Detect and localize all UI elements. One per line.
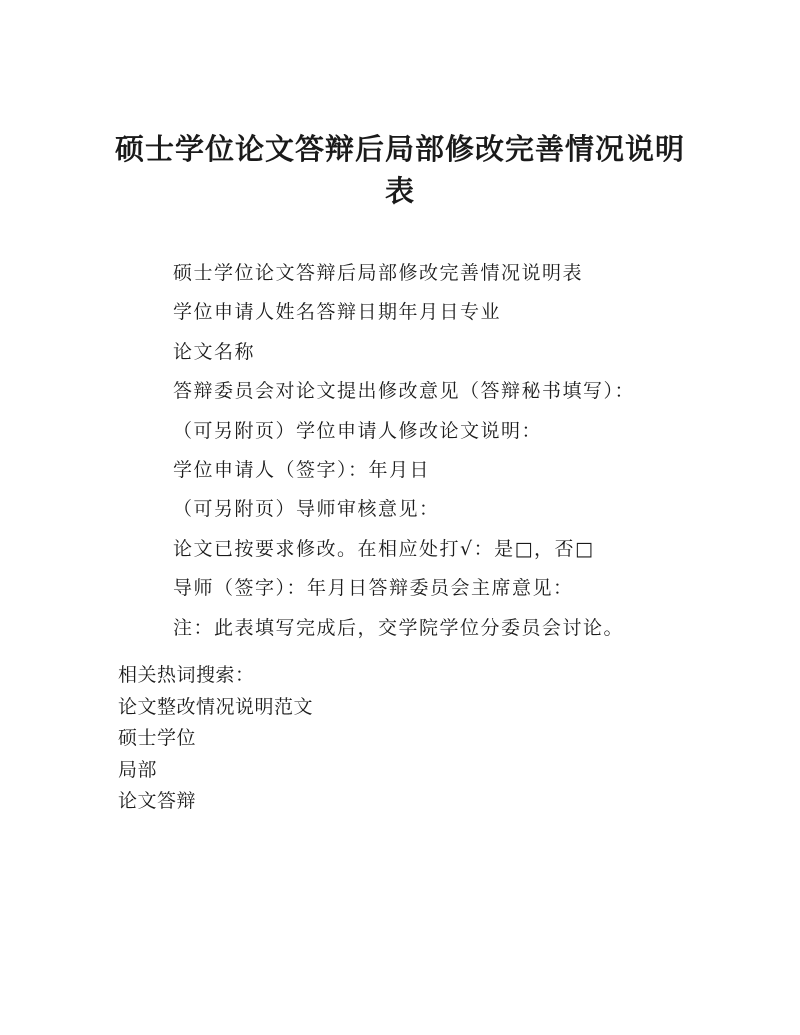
keyword-link[interactable]: 论文整改情况说明范文 [118,695,314,718]
keyword-link[interactable]: 硕士学位 [118,727,197,749]
body-line-applicant-explanation: （可另附页）学位申请人修改论文说明： [173,419,543,442]
body-line-applicant-info: 学位申请人姓名答辩日期年月日专业 [173,301,502,324]
body-line-note: 注：此表填写完成后，交学院学位分委员会讨论。 [173,616,625,639]
related-keywords [118,660,678,818]
body-line-applicant-signature: 学位申请人（签字）：年月日 [173,459,431,482]
body-line-thesis-title: 论文名称 [173,340,256,363]
related-keywords-heading: 相关热词搜索： [118,664,255,686]
keyword-link[interactable]: 论文答辩 [118,790,197,812]
body-line-revision-check: 论文已按要求修改。在相应处打√：是□，否□ [173,537,595,560]
document-body [173,254,733,648]
document-title [100,128,700,212]
body-line-form-name: 硕士学位论文答辩后局部修改完善情况说明表 [173,262,584,284]
body-line-advisor-signature: 导师（签字）：年月日答辩委员会主席意见： [173,577,574,600]
title-line-1: 硕士学位论文答辩后局部修改完善情况说明 [114,132,685,166]
title-line-2: 表 [384,174,415,208]
keyword-link[interactable]: 局部 [118,758,158,781]
body-line-advisor-review: （可另附页）导师审核意见： [173,498,440,521]
body-line-committee-opinion: 答辩委员会对论文提出修改意见（答辩秘书填写）： [173,380,636,403]
